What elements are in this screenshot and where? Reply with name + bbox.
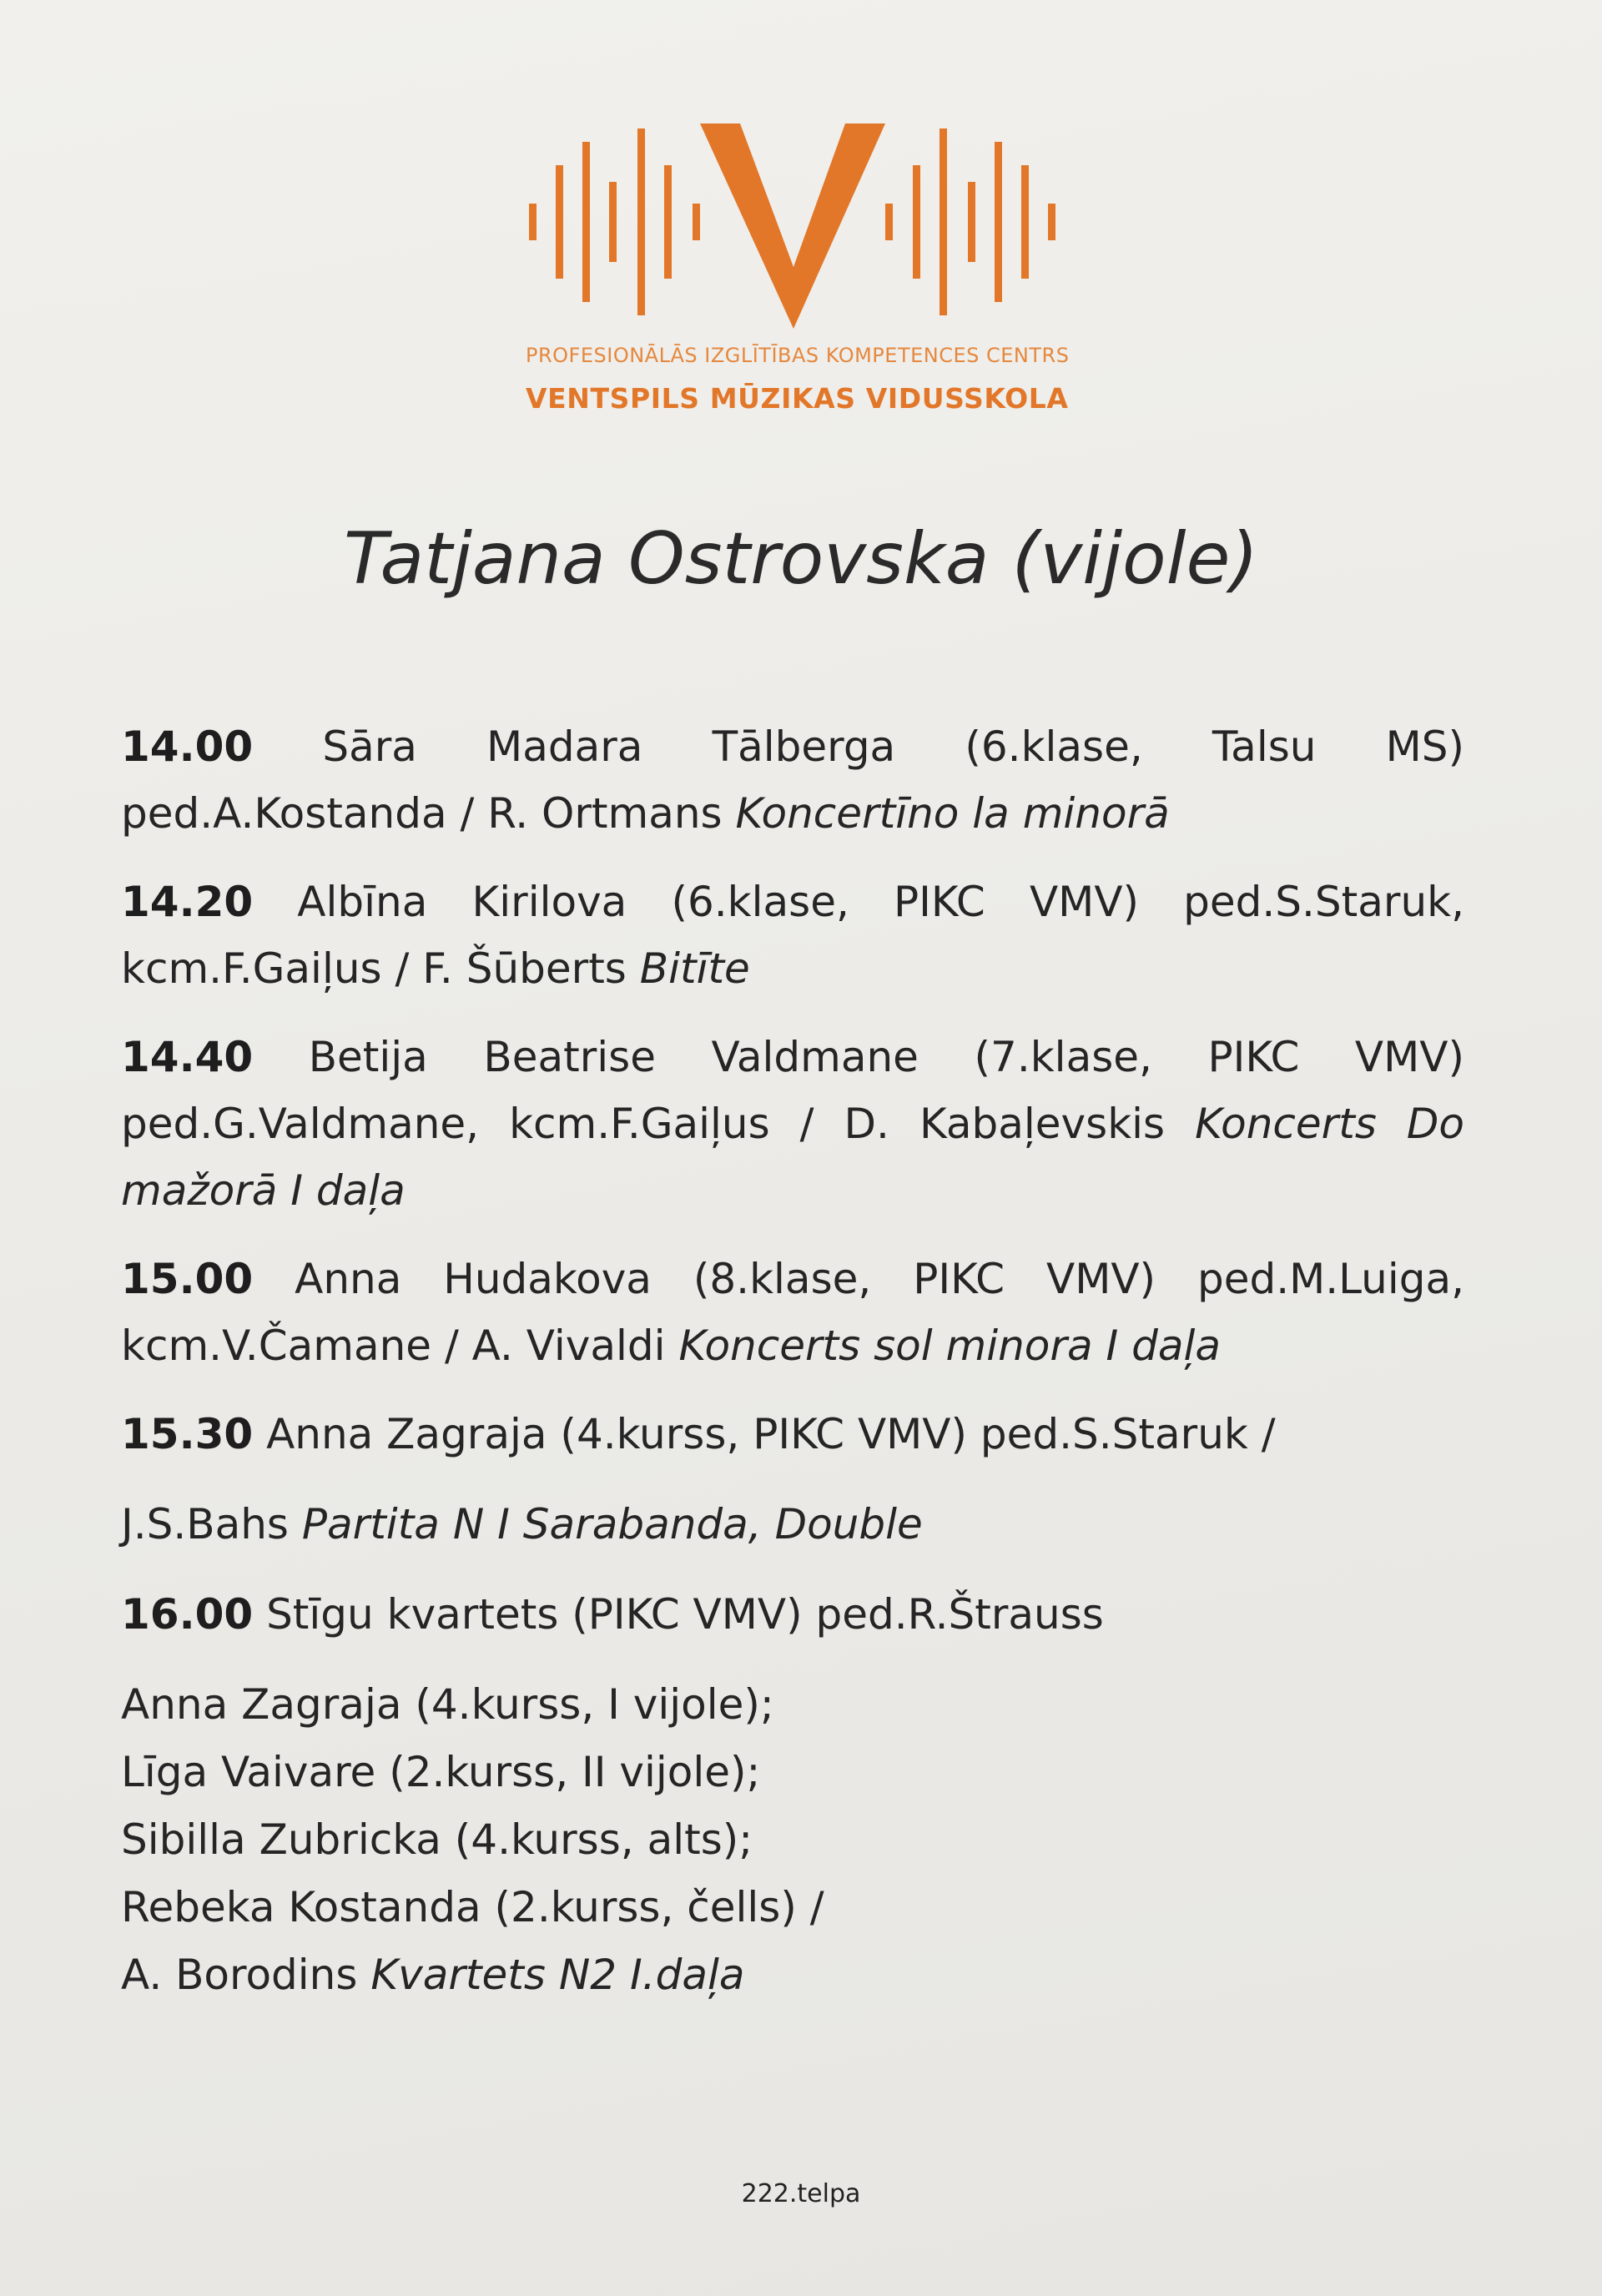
entry-performer: Sāra Madara Tālberga (6.klase, Talsu MS) ped.A.Kostanda / R. Ortmans xyxy=(121,723,1464,838)
entry-piece: Koncerts Do mažorā I daļa xyxy=(121,1100,1464,1215)
quartet-members xyxy=(121,1671,1464,2009)
page-title: Tatjana Ostrovska (vijole) xyxy=(344,517,1258,601)
program-entry-1500 xyxy=(121,1246,1464,1379)
entry-time: 15.00 xyxy=(121,1255,254,1303)
entry-performer: Anna Zagraja (4.kurss, PIKC VMV) ped.S.Staruk / xyxy=(266,1410,1276,1458)
entry-composer: A. Borodins xyxy=(121,1951,358,1999)
entry-line xyxy=(121,1491,1464,1558)
vmv-soundwave-v-logo-icon xyxy=(526,117,1060,342)
entry-line xyxy=(121,1401,1464,1468)
entry-time: 14.20 xyxy=(121,878,254,926)
quartet-member: Anna Zagraja (4.kurss, I vijole); xyxy=(121,1680,774,1729)
entry-time: 15.30 xyxy=(121,1410,254,1458)
program-entry-1420 xyxy=(121,869,1464,1002)
program-entry-1600 xyxy=(121,1581,1464,2009)
entry-piece: Koncerts sol minora I daļa xyxy=(678,1322,1222,1370)
room-label: 222.telpa xyxy=(741,2179,861,2208)
entry-time: 14.40 xyxy=(121,1033,254,1081)
entry-piece: Bitīte xyxy=(639,944,750,993)
quartet-piece-line xyxy=(121,1941,1464,2009)
logo-subtitle: PROFESIONĀLĀS IZGLĪTĪBAS KOMPETENCES CENTRS xyxy=(526,344,1070,367)
entry-performer: Stīgu kvartets (PIKC VMV) ped.R.Štrauss xyxy=(266,1590,1104,1639)
program-entry-1530 xyxy=(121,1401,1464,1558)
entry-piece: Koncertīno la minorā xyxy=(735,789,1170,838)
program-list xyxy=(121,713,1464,2031)
quartet-member: Sibilla Zubricka (4.kurss, alts); xyxy=(121,1815,753,1864)
entry-line xyxy=(121,1581,1464,1648)
school-logo xyxy=(526,117,1070,425)
logo-school-name: VENTSPILS MŪZIKAS VIDUSSKOLA xyxy=(526,382,1069,415)
program-entry-1400 xyxy=(121,713,1464,847)
entry-time: 14.00 xyxy=(121,723,254,771)
entry-time: 16.00 xyxy=(121,1590,254,1639)
quartet-member: Līga Vaivare (2.kurss, II vijole); xyxy=(121,1748,761,1796)
entry-performer: Anna Hudakova (8.klase, PIKC VMV) ped.M.Luiga, kcm.V.Čamane / A. Vivaldi xyxy=(121,1255,1464,1370)
program-entry-1440 xyxy=(121,1024,1464,1224)
entry-performer: Betija Beatrise Valdmane (7.klase, PIKC VMV) ped.G.Valdmane, kcm.F.Gaiļus / D. Kabaļevskis xyxy=(121,1033,1464,1148)
entry-piece: Kvartets N2 I.daļa xyxy=(370,1951,745,1999)
entry-composer: J.S.Bahs xyxy=(121,1500,289,1548)
entry-performer: Albīna Kirilova (6.klase, PIKC VMV) ped.S.Staruk, kcm.F.Gaiļus / F. Šūberts xyxy=(121,878,1464,993)
quartet-member: Rebeka Kostanda (2.kurss, čells) / xyxy=(121,1883,824,1931)
entry-piece: Partita N I Sarabanda, Double xyxy=(301,1500,923,1548)
